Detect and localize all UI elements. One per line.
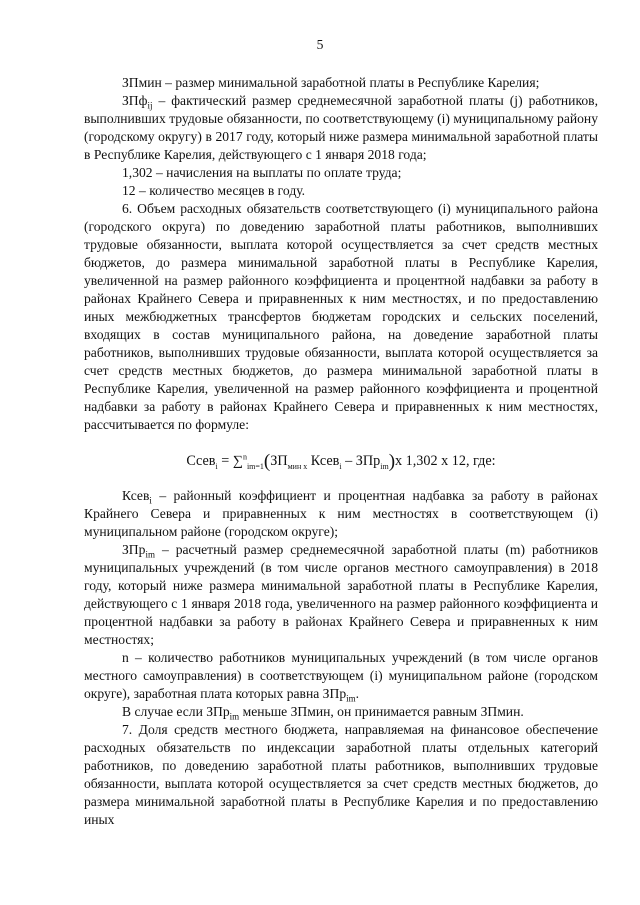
term-zpr: ЗПр xyxy=(122,542,146,557)
paragraph-zpmin: ЗПмин – размер минимальной заработной платы в Республике Карелия; xyxy=(122,75,540,90)
formula-close-paren: ) xyxy=(388,451,396,472)
term-zpf: ЗПф xyxy=(122,93,148,108)
term-ksev-subscript: i xyxy=(149,495,152,506)
paragraph-zpr xyxy=(84,541,598,649)
formula-term-zpr-subscript: im xyxy=(380,461,389,471)
paragraph-item-6: 6. Объем расходных обязательств соответствующего (i) муниципального района (городского округа) по доведению заработной платы работников, выполнивших трудовые обязанности, выплата которой осуществляется за счет средств местных бюджетов, до размера минимальной заработной платы в Республике Карелия, увеличенной на размер районного коэффициента и процентной надбавки за работу в районах Крайнего Севера и приравненных к ним местностях, и по предоставлению иных межбюджетных трансфертов бюджетам городских и сельских поселений, входящих в состав муниципального района, на доведение заработной платы работников, выполнивших трудовые обязанности, выплата которой осуществляется за счет средств местных бюджетов, до размера минимальной заработной платы в Республике Карелия, увеличенной на размер районного коэффициента и процентной надбавки за работу в районах Крайнего Севера и приравненных к ним местностях, рассчитывается по формуле: xyxy=(84,201,598,432)
formula-equals: = xyxy=(217,453,233,469)
paragraph-months: 12 – количество месяцев в году. xyxy=(122,183,306,198)
term-ksev: Ксев xyxy=(122,488,150,503)
formula-term-ksev-subscript: i xyxy=(339,461,342,471)
paragraph-condition-start: В случае если ЗПр xyxy=(122,704,230,719)
paragraph-condition xyxy=(84,703,598,721)
formula-tail: х 1,302 х 12, где: xyxy=(395,453,496,469)
term-zpf-subscript: ij xyxy=(147,100,153,111)
formula-term-zpmin: ЗП xyxy=(270,453,288,469)
paragraph-accruals: 1,302 – начисления на выплаты по оплате труда; xyxy=(122,165,402,180)
paragraph-n-text: n – количество работников муниципальных учреждений (в том числе органов местного самоуправления) в соответствующем (i) муниципальном районе (городском округе), заработная плата которых равна ЗПр xyxy=(84,650,598,701)
formula-term-zpmin-subscript: мин х xyxy=(287,461,308,471)
formula-open-paren: ( xyxy=(263,451,271,472)
paragraph-condition-subscript: im xyxy=(229,711,240,722)
paragraph-condition-end: меньше ЗПмин, он принимается равным ЗПмин. xyxy=(239,704,524,719)
paragraph-ksev xyxy=(84,487,598,541)
formula-lhs: Ссев xyxy=(186,453,216,469)
paragraph-ksev-text: – районный коэффициент и процентная надбавка за работу в районах Крайнего Севера и приравненных к ним местностях в соответствующем (i) муниципальном районе (городском округе); xyxy=(84,488,598,539)
page-number: 5 xyxy=(316,37,324,52)
formula-sigma-upper: n xyxy=(242,452,247,462)
paragraph-zpf xyxy=(84,92,598,164)
paragraph-zpf-text: – фактический размер среднемесячной заработной платы (j) работников, выполнивших трудовые обязанности, по соответствующему (i) муниципальному району (городскому округу) в 2017 году, который ниже размера минимальной заработной платы в Республике Карелия, действующего с 1 января 2018 года; xyxy=(84,93,598,162)
formula-sigma-lower: im=1 xyxy=(246,461,264,471)
formula-term-zpr: – ЗПр xyxy=(341,453,381,469)
paragraph-item-7: 7. Доля средств местного бюджета, направляемая на финансовое обеспечение расходных обязательств по индексации заработной платы отдельных категорий работников, по доведению заработной платы работников, выполнивших трудовые обязанности, выплата которой осуществляется за счет средств местных бюджетов, до размера минимальной заработной платы в Республике Карелия и по предоставлению иных xyxy=(84,722,598,827)
formula-lhs-subscript: i xyxy=(215,461,218,471)
paragraph-n-subscript: im xyxy=(346,693,356,704)
document-body xyxy=(84,74,598,829)
paragraph-n xyxy=(84,649,598,703)
paragraph-n-end: . xyxy=(355,686,360,701)
paragraph-zpr-text: – расчетный размер среднемесячной заработной платы (m) работников муниципальных учреждений (в том числе органов местного самоуправления) в 2018 году, который ниже размера минимальной заработной платы в Республике Карелия, действующего с 1 января 2018 года, увеличенного на размер районного коэффициента и процентной надбавки за работу в районах Крайнего Севера и приравненных к ним местностях; xyxy=(84,542,598,647)
formula-term-ksev: Ксев xyxy=(307,453,340,469)
formula xyxy=(84,452,598,471)
formula-sigma: ∑ xyxy=(232,453,243,469)
term-zpr-subscript: im xyxy=(145,549,155,560)
